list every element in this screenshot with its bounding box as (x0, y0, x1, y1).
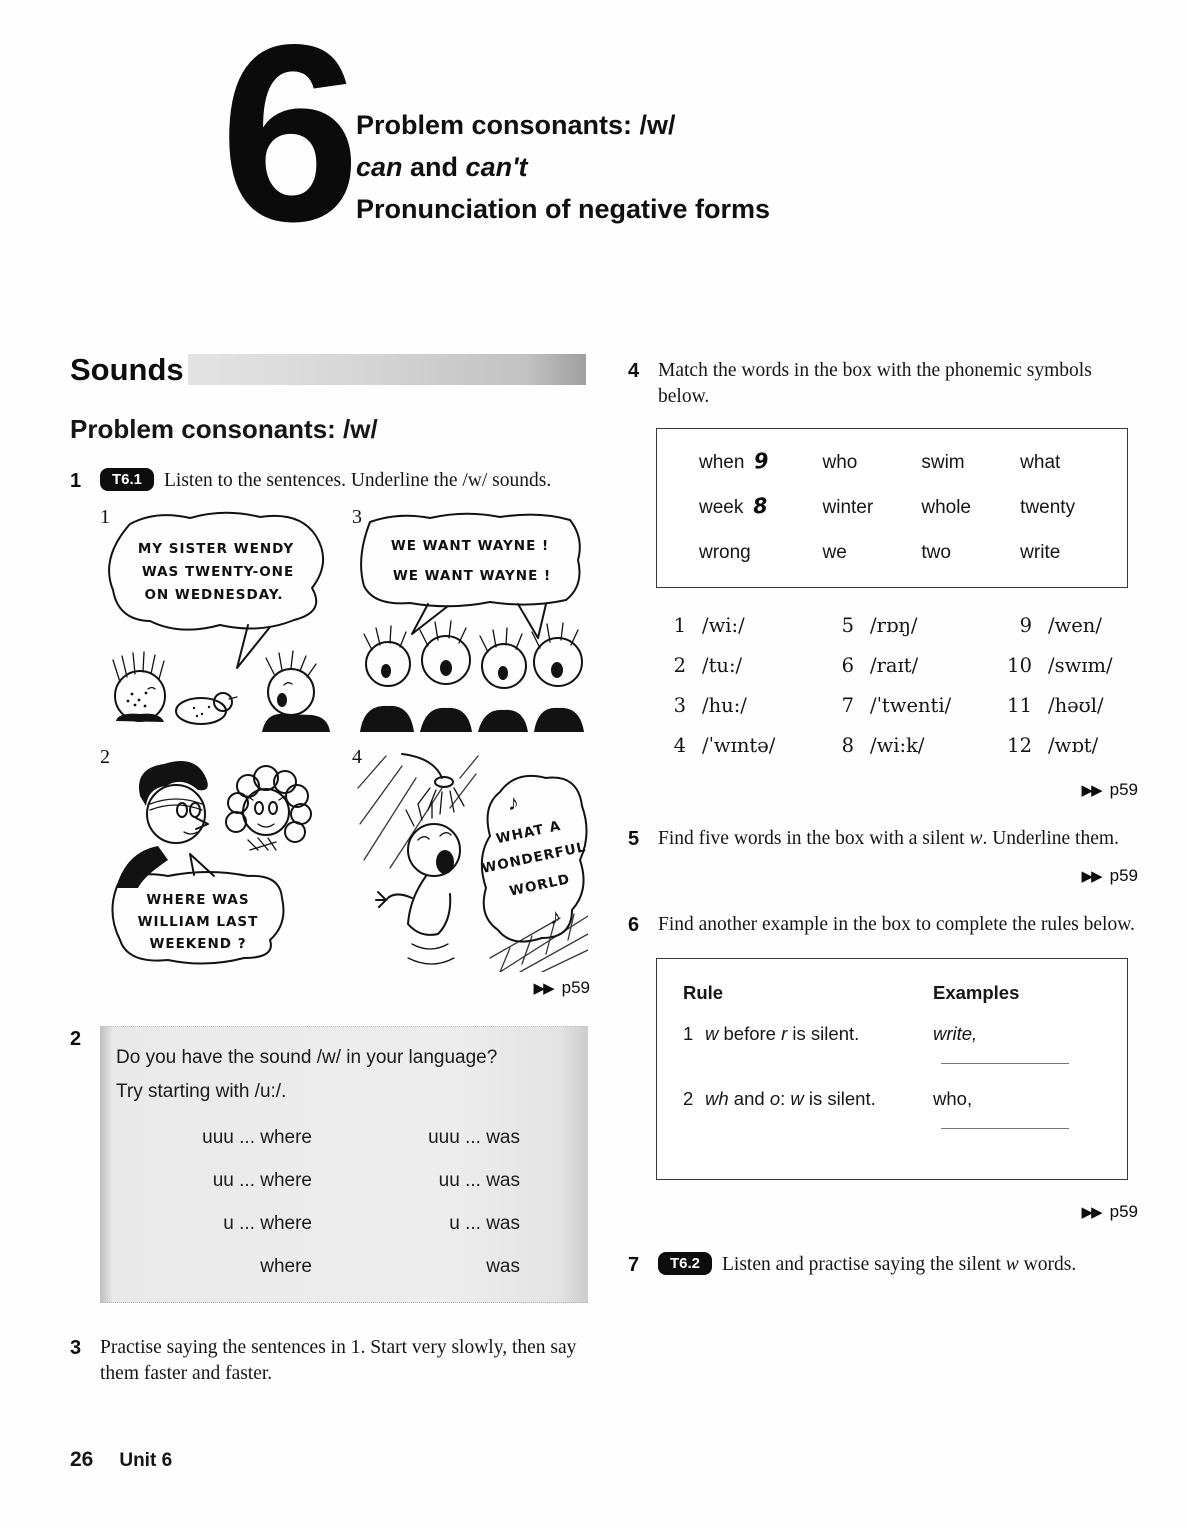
phonemic-column-2 (824, 614, 1002, 774)
word-item: twenty (1020, 497, 1076, 518)
phonemic-item: 6 /raɪt/ (841, 654, 919, 677)
exercise-1 (70, 468, 590, 494)
drill-row: uu ... where uu ... was (212, 1170, 520, 1191)
word-item: what (1020, 452, 1061, 473)
rules-box (656, 958, 1128, 1180)
phonemic-item: 8 /wi:k/ (841, 734, 925, 757)
word-item: write (1020, 542, 1061, 563)
exercise-6-number: 6 (628, 914, 640, 936)
exercise-2-question: Do you have the sound /w/ in your language? (116, 1047, 498, 1068)
svg-text:WORLD: WORLD (508, 871, 572, 900)
exercise-3-number: 3 (70, 1337, 82, 1359)
title-word-cant: can't (465, 152, 528, 182)
cartoon-4-drawing (350, 748, 588, 972)
page-ref-label: p59 (1109, 780, 1138, 799)
word-item: swim (921, 452, 965, 473)
exercise-5-number: 5 (628, 828, 640, 850)
rules-col-rule: Rule (683, 982, 724, 1003)
exercise-6 (628, 912, 1138, 938)
phonemic-column-1 (656, 614, 824, 774)
word-item: two (921, 542, 951, 563)
svg-text:WHERE WAS: WHERE WAS (146, 892, 250, 908)
answer-blank (941, 1046, 1069, 1064)
unit-title-block (356, 104, 770, 230)
word-item: wrong (699, 542, 751, 563)
cartoon-3-drawing (350, 508, 588, 732)
exercise-2-number: 2 (70, 1028, 82, 1050)
rule-example: who, (933, 1087, 1101, 1135)
music-note-icon: ♪ (508, 790, 519, 815)
phonemic-item: 1 /wi:/ (673, 614, 745, 637)
page-number: 26 (70, 1448, 94, 1471)
exercise-4-number: 4 (628, 360, 640, 382)
word-item: who (822, 452, 858, 473)
rule-example: write, (933, 1022, 1101, 1070)
rules-header (683, 981, 1101, 1005)
cartoon-panel-grid (98, 508, 588, 972)
drill-row: where was (260, 1256, 520, 1277)
word-item: we (822, 542, 847, 563)
phonemic-item: 2 /tu:/ (673, 654, 743, 677)
svg-text:WILLIAM LAST: WILLIAM LAST (137, 914, 259, 930)
cartoon-panel-2 (98, 748, 336, 972)
cartoon-panel-4 (350, 748, 588, 972)
word-box (656, 428, 1128, 588)
right-column (628, 358, 1138, 1278)
fast-forward-icon: ▶▶ (1081, 867, 1101, 885)
fast-forward-icon: ▶▶ (1081, 1203, 1101, 1221)
exercise-7 (628, 1252, 1138, 1278)
rule-text: 2 wh and o: w is silent. (683, 1088, 876, 1109)
fast-forward-icon: ▶▶ (533, 979, 553, 997)
phonemic-column-3 (1002, 614, 1130, 774)
panel-3-number: 3 (352, 506, 362, 528)
unit-title-line3: Pronunciation of negative forms (356, 194, 771, 224)
section-heading: Sounds (70, 352, 184, 387)
phonemic-item: 12 /wɒt/ (1007, 734, 1099, 757)
exercise-6-text: Find another example in the box to complete the rules below. (658, 914, 1135, 935)
rules-col-examples: Examples (933, 982, 1020, 1003)
cartoon-panel-3 (350, 508, 588, 732)
title-word-can: can (356, 152, 403, 182)
unit-number: 6 (220, 0, 351, 274)
word-item: winter (822, 497, 874, 518)
cartoon-2-drawing (98, 748, 336, 972)
drill-row: u ... where u ... was (223, 1213, 520, 1234)
panel-2-number: 2 (100, 746, 110, 768)
sounds-section-header (70, 352, 590, 394)
phonemic-list (656, 614, 1138, 774)
page-ref-label: p59 (1109, 1202, 1138, 1221)
music-note-icon: ♪ (550, 904, 561, 929)
page-reference (628, 780, 1138, 800)
cartoon-panel-1 (98, 508, 336, 732)
exercise-1-number: 1 (70, 470, 82, 492)
word-item: whole (921, 497, 971, 518)
page-ref-label: p59 (561, 978, 590, 997)
svg-text:WHAT A: WHAT A (494, 817, 563, 848)
panel-1-number: 1 (100, 506, 110, 528)
unit-title-line1: Problem consonants: /w/ (356, 110, 676, 140)
word-item: when 9 (699, 448, 771, 474)
drill-table (152, 1125, 572, 1280)
unit-label: Unit 6 (119, 1450, 173, 1471)
phonemic-item: 3 /hu:/ (673, 694, 747, 717)
exercise-5 (628, 826, 1138, 852)
rule-row (683, 1087, 1101, 1135)
exercise-4 (628, 358, 1138, 410)
phonemic-item: 5 /rɒŋ/ (841, 614, 918, 637)
page-reference (628, 1202, 1138, 1222)
unit-title-line2 (356, 146, 770, 188)
left-column (70, 352, 590, 1387)
phonemic-item: 7 /ˈtwenti/ (841, 694, 952, 717)
phonemic-item: 9 /wen/ (1019, 614, 1102, 637)
audio-track-badge: T6.2 (658, 1252, 712, 1275)
handwritten-answer: 8 (752, 493, 770, 519)
handwritten-answer: 9 (753, 448, 771, 474)
fast-forward-icon: ▶▶ (1081, 781, 1101, 799)
exercise-4-text: Match the words in the box with the phonemic symbols below. (658, 360, 1092, 407)
title-word-and: and (402, 152, 466, 182)
word-item: week 8 (699, 493, 770, 519)
audio-track-badge: T6.1 (100, 468, 154, 491)
svg-text:MY SISTER WENDY: MY SISTER WENDY (137, 541, 295, 557)
answer-blank (941, 1111, 1069, 1129)
exercise-2 (70, 1026, 590, 1303)
rule-row (683, 1022, 1101, 1070)
phonemic-item: 11 /həʊl/ (1007, 694, 1104, 717)
exercise-3 (70, 1335, 590, 1387)
page-reference (70, 978, 590, 998)
svg-text:WEEKEND ?: WEEKEND ? (149, 936, 247, 952)
section-subheading: Problem consonants: /w/ (70, 414, 378, 444)
panel-4-number: 4 (352, 746, 362, 768)
exercise-5-text: Find five words in the box with a silent w. Underline them. (658, 828, 1119, 849)
rule-text: 1 w before r is silent. (683, 1023, 860, 1044)
svg-text:ON WEDNESDAY.: ON WEDNESDAY. (144, 587, 284, 603)
drill-row: uuu ... where uuu ... was (202, 1127, 520, 1148)
exercise-7-text: T6.2 Listen and practise saying the silent w words. (658, 1252, 1138, 1278)
page-reference (628, 866, 1138, 886)
phonemic-item: 4 /ˈwɪntə/ (673, 734, 776, 757)
exercise-2-hint: Try starting with /u:/. (116, 1081, 287, 1102)
phonemic-item: 10 /swɪm/ (1007, 654, 1113, 677)
exercise-3-text: Practise saying the sentences in 1. Start very slowly, then say them faster and faster. (100, 1337, 577, 1384)
cartoon-1-drawing (98, 508, 336, 732)
exercise-1-text: T6.1 Listen to the sentences. Underline the /w/ sounds. (100, 468, 590, 494)
svg-text:WAS TWENTY-ONE: WAS TWENTY-ONE (141, 564, 295, 580)
svg-text:WE WANT WAYNE !: WE WANT WAYNE ! (392, 568, 552, 584)
page-ref-label: p59 (1109, 866, 1138, 885)
svg-text:WE WANT WAYNE !: WE WANT WAYNE ! (390, 538, 550, 554)
exercise-7-number: 7 (628, 1254, 640, 1276)
page-footer (70, 1448, 172, 1473)
exercise-2-box (100, 1026, 588, 1303)
svg-text:WONDERFUL: WONDERFUL (480, 839, 588, 877)
